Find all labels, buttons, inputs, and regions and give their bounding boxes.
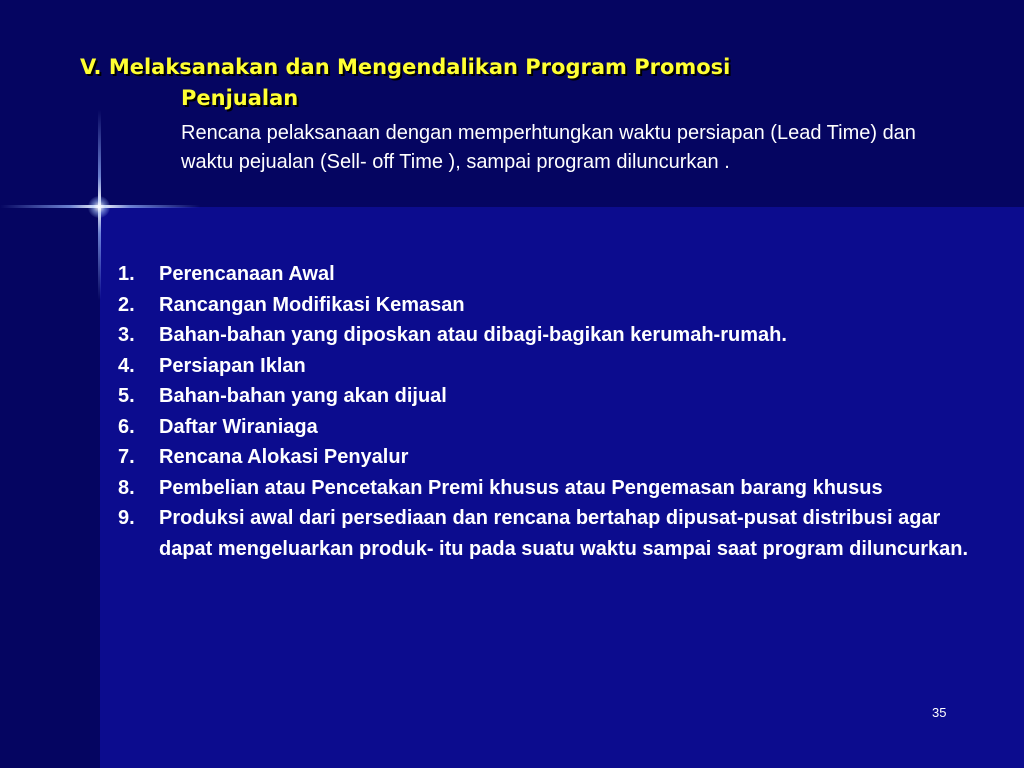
list-item xyxy=(118,259,998,290)
list-item-text: Rencana Alokasi Penyalur xyxy=(159,446,409,468)
list-item xyxy=(118,412,998,443)
list-item-number: 5. xyxy=(118,385,135,407)
slide-subtitle: Rencana pelaksanaan dengan memperhtungkan waktu persiapan (Lead Time) dan waktu pejualan (Sell- off Time ), sampai program diluncurkan . xyxy=(181,122,916,173)
list-item-number: 8. xyxy=(118,476,135,499)
list-item xyxy=(118,320,998,351)
sparkle-icon xyxy=(88,196,110,218)
list-item-number: 7. xyxy=(118,446,135,468)
list-item-number: 1. xyxy=(118,263,135,285)
list-item-number: 3. xyxy=(118,324,135,346)
numbered-list xyxy=(118,259,998,564)
title-line-1: V. Melaksanakan dan Mengendalikan Program Promosi xyxy=(80,55,731,79)
title-line-2: Penjualan xyxy=(181,86,299,110)
list-item-text: Bahan-bahan yang akan dijual xyxy=(159,385,447,407)
list-item xyxy=(118,381,998,412)
list-item-text: Perencanaan Awal xyxy=(159,263,335,285)
list-item xyxy=(118,290,998,321)
list-item-text: Daftar Wiraniaga xyxy=(159,415,318,438)
list-item-text: Persiapan Iklan xyxy=(159,354,306,377)
list-item-number: 4. xyxy=(118,354,135,377)
list-item-number: 9. xyxy=(118,507,135,529)
list-item xyxy=(118,351,998,382)
list-item-number: 6. xyxy=(118,415,135,438)
list-item xyxy=(118,503,998,564)
list-item-text: Rancangan Modifikasi Kemasan xyxy=(159,293,465,316)
list-item-text: Bahan-bahan yang diposkan atau dibagi-bagikan kerumah-rumah. xyxy=(159,324,787,346)
list-item-text: Pembelian atau Pencetakan Premi khusus atau Pengemasan barang khusus xyxy=(159,476,883,499)
list-item xyxy=(118,442,998,473)
slide-title xyxy=(80,52,980,114)
list-item xyxy=(118,473,998,504)
list-item-text: Produksi awal dari persediaan dan rencana bertahap dipusat-pusat distribusi agar dapat mengeluarkan produk- itu pada suatu waktu sampai saat program diluncurkan. xyxy=(159,507,969,560)
list-item-number: 2. xyxy=(118,293,135,316)
page-number: 35 xyxy=(932,705,947,720)
